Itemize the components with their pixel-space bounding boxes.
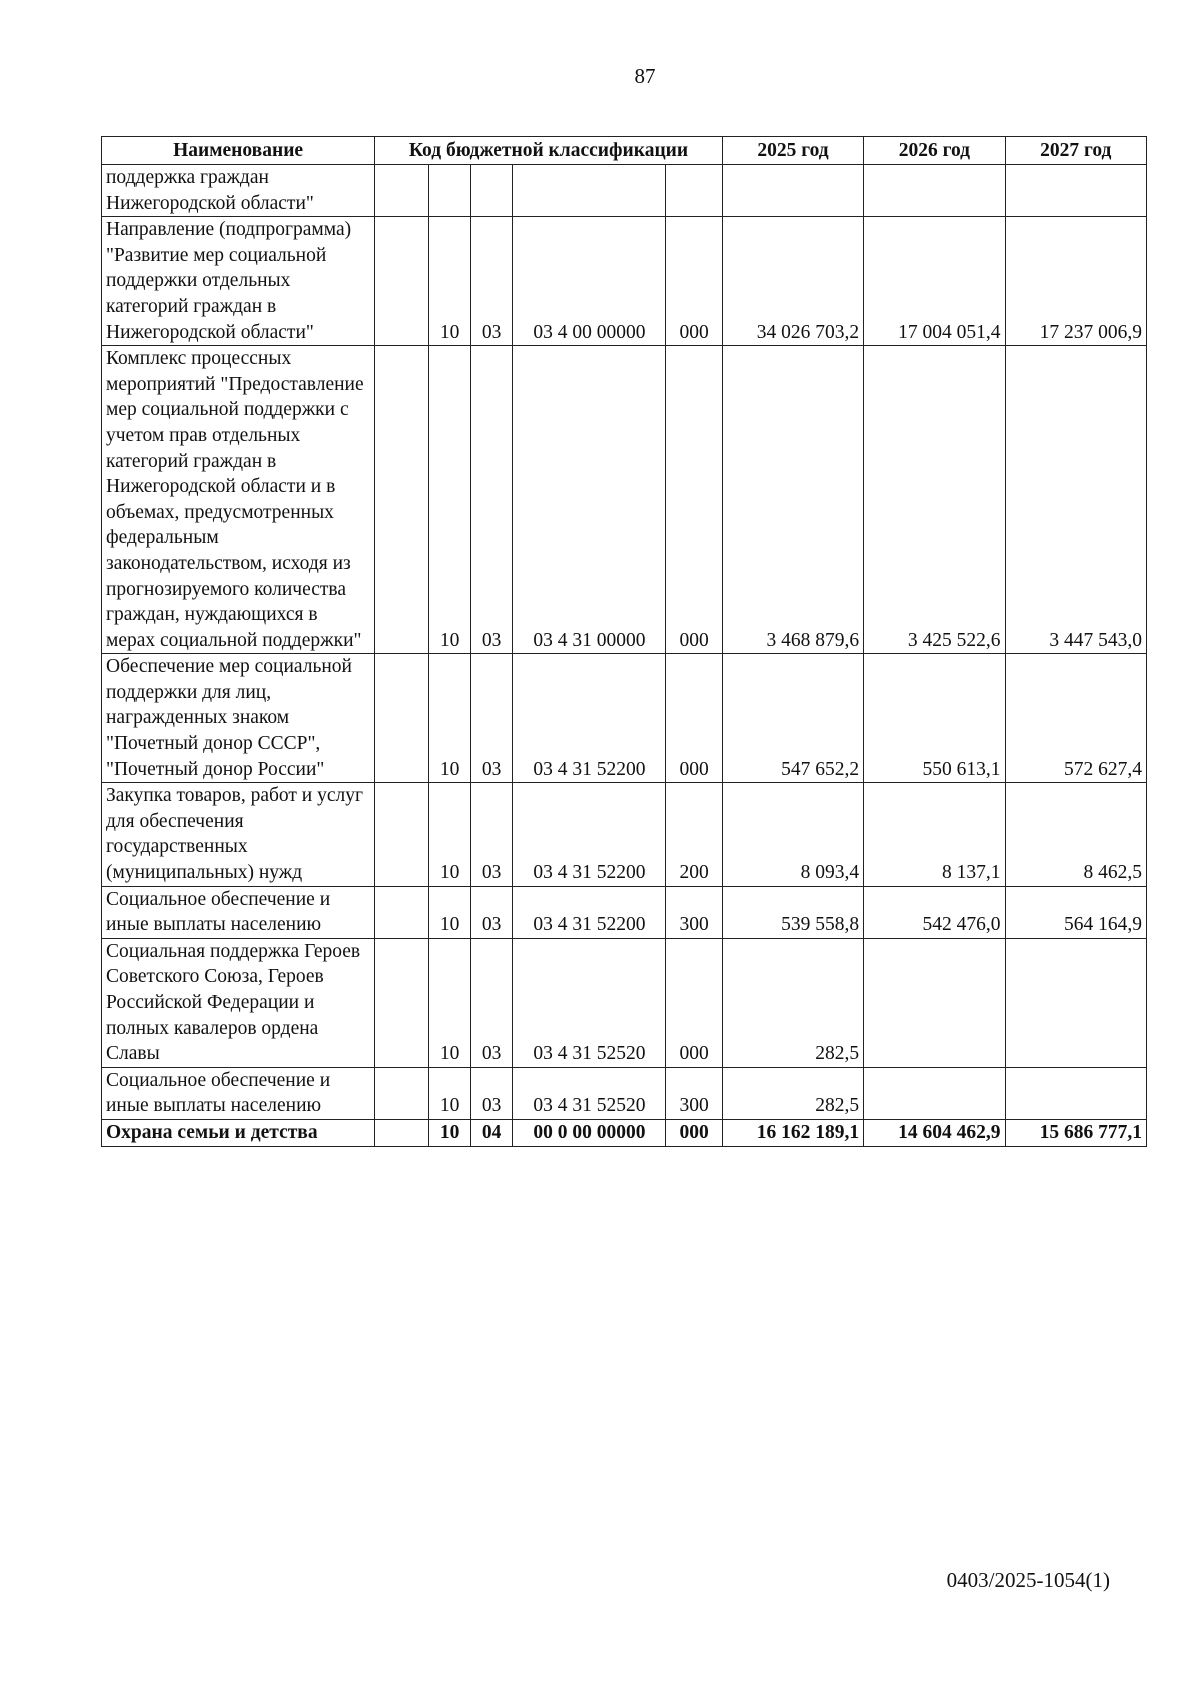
code-expense-type (666, 165, 722, 217)
row-name: Социальное обеспечение и иные выплаты населению (102, 1067, 375, 1119)
code-cell (375, 346, 429, 654)
code-expense-type: 300 (666, 886, 722, 938)
table-row (102, 886, 1147, 938)
code-expense-type: 000 (666, 654, 722, 783)
code-cell (375, 654, 429, 783)
value-2027: 8 462,5 (1005, 783, 1146, 886)
code-subsection: 03 (470, 783, 513, 886)
value-2025: 34 026 703,2 (722, 217, 863, 346)
code-target-article (513, 165, 666, 217)
value-2027: 564 164,9 (1005, 886, 1146, 938)
table-row (102, 346, 1147, 654)
code-cell (375, 1067, 429, 1119)
code-subsection: 03 (470, 346, 513, 654)
code-cell (375, 1119, 429, 1146)
value-2027: 17 237 006,9 (1005, 217, 1146, 346)
table-row (102, 1119, 1147, 1146)
value-2025 (722, 165, 863, 217)
value-2026 (864, 165, 1005, 217)
code-target-article: 03 4 31 52200 (513, 886, 666, 938)
code-cell (375, 217, 429, 346)
table-header-row (102, 137, 1147, 165)
code-target-article: 03 4 31 00000 (513, 346, 666, 654)
row-name: Направление (подпрограмма) "Развитие мер социальной поддержки отдельных категорий граждан в Нижегородской области" (102, 217, 375, 346)
table-row (102, 217, 1147, 346)
value-2026 (864, 1067, 1005, 1119)
code-target-article: 03 4 31 52520 (513, 938, 666, 1067)
value-2027 (1005, 165, 1146, 217)
table-row (102, 165, 1147, 217)
value-2027: 572 627,4 (1005, 654, 1146, 783)
table-row (102, 783, 1147, 886)
row-name: поддержка граждан Нижегородской области" (102, 165, 375, 217)
value-2025: 3 468 879,6 (722, 346, 863, 654)
code-cell (375, 783, 429, 886)
code-section: 10 (429, 1067, 470, 1119)
header-code: Код бюджетной классификации (375, 137, 723, 165)
code-subsection: 03 (470, 1067, 513, 1119)
code-expense-type: 300 (666, 1067, 722, 1119)
value-2025: 16 162 189,1 (722, 1119, 863, 1146)
header-2027: 2027 год (1005, 137, 1146, 165)
value-2026: 3 425 522,6 (864, 346, 1005, 654)
value-2026: 17 004 051,4 (864, 217, 1005, 346)
code-expense-type: 000 (666, 217, 722, 346)
value-2026 (864, 938, 1005, 1067)
value-2025: 539 558,8 (722, 886, 863, 938)
value-2025: 8 093,4 (722, 783, 863, 886)
table-row (102, 654, 1147, 783)
value-2026: 14 604 462,9 (864, 1119, 1005, 1146)
code-target-article: 00 0 00 00000 (513, 1119, 666, 1146)
code-section: 10 (429, 938, 470, 1067)
code-target-article: 03 4 31 52200 (513, 783, 666, 886)
row-name: Комплекс процессных мероприятий "Предоставление мер социальной поддержки с учетом прав отдельных категорий граждан в Нижегородской области и в объемах, предусмотренных федеральным законодательством, исходя из прогнозируемого количества граждан, нуждающихся в мерах социальной поддержки" (102, 346, 375, 654)
page-number: 87 (634, 64, 656, 88)
header-2025: 2025 год (722, 137, 863, 165)
code-expense-type: 000 (666, 938, 722, 1067)
value-2027 (1005, 1067, 1146, 1119)
value-2027: 3 447 543,0 (1005, 346, 1146, 654)
row-name: Обеспечение мер социальной поддержки для лиц, награжденных знаком "Почетный донор СССР", "Почетный донор России" (102, 654, 375, 783)
row-name: Социальная поддержка Героев Советского Союза, Героев Российской Федерации и полных кавалеров ордена Славы (102, 938, 375, 1067)
code-section: 10 (429, 217, 470, 346)
code-expense-type: 200 (666, 783, 722, 886)
value-2025: 547 652,2 (722, 654, 863, 783)
table-row (102, 1067, 1147, 1119)
value-2026: 542 476,0 (864, 886, 1005, 938)
value-2027: 15 686 777,1 (1005, 1119, 1146, 1146)
value-2026: 8 137,1 (864, 783, 1005, 886)
code-section: 10 (429, 654, 470, 783)
value-2027 (1005, 938, 1146, 1067)
header-2026: 2026 год (864, 137, 1005, 165)
document-id: 0403/2025-1054(1) (946, 1568, 1110, 1592)
code-expense-type: 000 (666, 1119, 722, 1146)
code-subsection: 03 (470, 654, 513, 783)
table-row (102, 938, 1147, 1067)
row-name: Социальное обеспечение и иные выплаты населению (102, 886, 375, 938)
row-name: Охрана семьи и детства (102, 1119, 375, 1146)
budget-table (101, 136, 1147, 1147)
code-subsection: 03 (470, 886, 513, 938)
code-target-article: 03 4 31 52200 (513, 654, 666, 783)
code-target-article: 03 4 00 00000 (513, 217, 666, 346)
row-name: Закупка товаров, работ и услуг для обеспечения государственных (муниципальных) нужд (102, 783, 375, 886)
code-section: 10 (429, 346, 470, 654)
code-section: 10 (429, 886, 470, 938)
code-subsection: 03 (470, 217, 513, 346)
code-section: 10 (429, 783, 470, 886)
code-subsection: 04 (470, 1119, 513, 1146)
value-2026: 550 613,1 (864, 654, 1005, 783)
header-name: Наименование (102, 137, 375, 165)
code-cell (375, 165, 429, 217)
code-subsection (470, 165, 513, 217)
code-cell (375, 938, 429, 1067)
value-2025: 282,5 (722, 1067, 863, 1119)
code-section (429, 165, 470, 217)
value-2025: 282,5 (722, 938, 863, 1067)
code-expense-type: 000 (666, 346, 722, 654)
code-cell (375, 886, 429, 938)
code-target-article: 03 4 31 52520 (513, 1067, 666, 1119)
code-section: 10 (429, 1119, 470, 1146)
code-subsection: 03 (470, 938, 513, 1067)
